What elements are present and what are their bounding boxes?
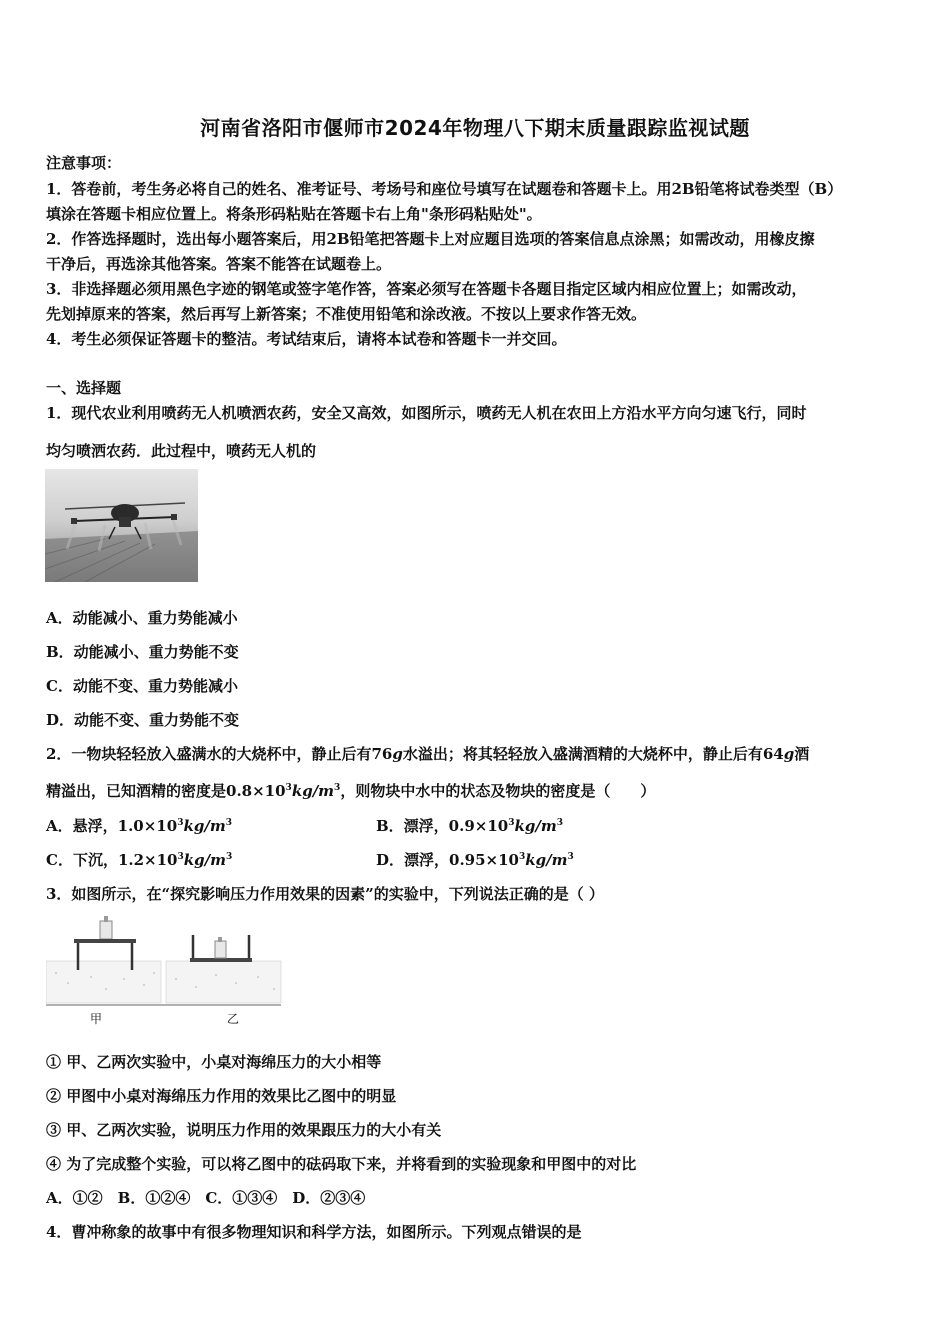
q3-statement-4: ④ 为了完成整个实验，可以将乙图中的砝码取下来，并将看到的实验现象和甲图中的对比	[46, 1155, 637, 1173]
q3-statement-1: ① 甲、乙两次实验中，小桌对海绵压力的大小相等	[46, 1053, 382, 1071]
q1-option-a: A．动能减小、重力势能减小	[46, 609, 238, 627]
q2-option-a: A．悬浮，$1.0\times 10^3kg/m^3$	[46, 817, 232, 835]
q4-stem: 4．曹冲称象的故事中有很多物理知识和科学方法，如图所示。下列观点错误的是	[46, 1223, 582, 1241]
notice-line: 4．考生必须保证答题卡的整洁。考试结束后，请将本试卷和答题卡一并交回。	[46, 330, 567, 348]
q1-option-d: D．动能不变、重力势能不变	[46, 711, 240, 729]
notice-heading: 注意事项：	[46, 154, 122, 172]
q1-stem-line1: 1．现代农业利用喷药无人机喷洒农药，安全又高效，如图所示，喷药无人机在农田上方沿水平方向匀速飞行，同时	[46, 404, 807, 422]
q2-option-b: B．漂浮，$0.9\times 10^3kg/m^3$	[376, 817, 563, 835]
q2-option-c: C．下沉，$1.2\times 10^3kg/m^3$	[46, 851, 233, 869]
figure-label-yi: 乙	[227, 1012, 240, 1026]
notice-line: 3．非选择题必须用黑色字迹的钢笔或签字笔作答，答案必须写在答题卡各题目指定区域内相应位置上；如需改动，	[46, 280, 807, 298]
notice-line: 2．作答选择题时，选出每小题答案后，用2B铅笔把答题卡上对应题目选项的答案信息点涂黑；如需改动，用橡皮擦	[46, 230, 815, 248]
q2-stem-line1: 2．一物块轻轻放入盛满水的大烧杯中，静止后有76g水溢出；将其轻轻放入盛满酒精的大烧杯中，静止后有64g酒	[46, 745, 810, 763]
q2-option-d: D．漂浮，$0.95\times 10^3kg/m^3$	[376, 851, 574, 869]
q3-answer-options: A．①② B．①②④ C．①③④ D．②③④	[46, 1189, 366, 1207]
q1-stem-line2: 均匀喷洒农药．此过程中，喷药无人机的	[46, 442, 317, 460]
notice-line: 填涂在答题卡相应位置上。将条形码粘贴在答题卡右上角"条形码粘贴处"。	[46, 205, 542, 223]
q3-statement-2: ② 甲图中小桌对海绵压力作用的效果比乙图中的明显	[46, 1087, 397, 1105]
q3-stem: 3．如图所示，在“探究影响压力作用效果的因素”的实验中，下列说法正确的是（ ）	[46, 885, 604, 903]
sponge-experiment-figure	[46, 913, 286, 1025]
q2-stem-line2: 精溢出，已知酒精的密度是$0.8\times 10^3kg/m^3$，则物块中水中的状态及物块的密度是（ ）	[46, 782, 656, 800]
notice-line: 1．答卷前，考生务必将自己的姓名、准考证号、考场号和座位号填写在试题卷和答题卡上。用2B铅笔将试卷类型（B）	[46, 180, 843, 198]
notice-line: 干净后，再选涂其他答案。答案不能答在试题卷上。	[46, 255, 392, 273]
figure-label-jia: 甲	[90, 1012, 103, 1026]
notice-line: 先划掉原来的答案，然后再写上新答案；不准使用铅笔和涂改液。不按以上要求作答无效。	[46, 305, 647, 323]
section-heading: 一、选择题	[46, 379, 122, 397]
page-title: 河南省洛阳市偃师市2024年物理八下期末质量跟踪监视试题	[200, 116, 750, 140]
drone-photo	[45, 469, 198, 582]
q3-statement-3: ③ 甲、乙两次实验，说明压力作用的效果跟压力的大小有关	[46, 1121, 442, 1139]
q1-option-b: B．动能减小、重力势能不变	[46, 643, 239, 661]
q1-option-c: C．动能不变、重力势能减小	[46, 677, 238, 695]
